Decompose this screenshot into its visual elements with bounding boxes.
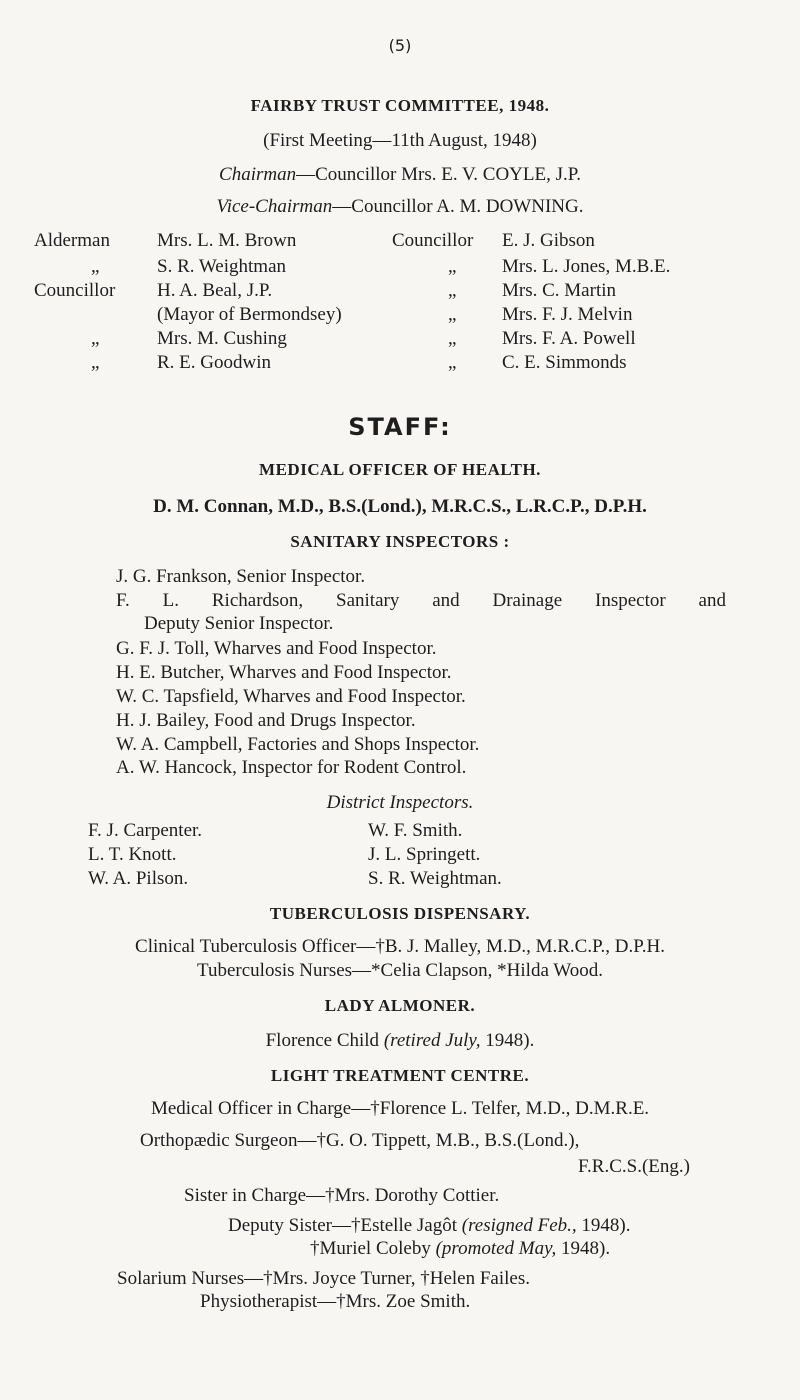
- light-deputy-2: †Muriel Coleby (promoted May, 1948).: [310, 1238, 611, 1259]
- list-item: L. T. Knott.: [88, 844, 177, 865]
- light-ortho: Orthopædic Surgeon—†G. O. Tippett, M.B., B.S.(Lond.),: [140, 1130, 580, 1151]
- list-item: H. E. Butcher, Wharves and Food Inspector.: [116, 662, 452, 683]
- almoner-heading: LADY ALMONER.: [324, 996, 476, 1015]
- light-deputy: Deputy Sister—†Estelle Jagôt (resigned Feb., 1948).: [228, 1215, 631, 1236]
- list-item: W. A. Campbell, Factories and Shops Inspector.: [116, 734, 480, 755]
- first-meeting: (First Meeting—11th August, 1948): [263, 130, 537, 151]
- moh-name: D. M. Connan, M.D., B.S.(Lond.), M.R.C.S., L.R.C.P., D.P.H.: [153, 496, 647, 517]
- light-physio: Physiotherapist—†Mrs. Zoe Smith.: [200, 1291, 471, 1312]
- list-item: W. C. Tapsfield, Wharves and Food Inspector.: [116, 686, 466, 707]
- committee-title: FAIRBY TRUST COMMITTEE, 1948.: [250, 96, 550, 115]
- list-item: Deputy Senior Inspector.: [144, 613, 334, 634]
- light-solarium: Solarium Nurses—†Mrs. Joyce Turner, †Helen Failes.: [117, 1268, 530, 1289]
- tb-nurses: Tuberculosis Nurses—*Celia Clapson, *Hilda Wood.: [197, 960, 603, 981]
- chairman-name: —Councillor Mrs. E. V. COYLE, J.P.: [296, 164, 581, 185]
- list-item: H. J. Bailey, Food and Drugs Inspector.: [116, 710, 416, 731]
- tb-officer-label: Clinical Tuberculosis Officer: [135, 936, 357, 957]
- list-item: W. F. Smith.: [368, 820, 463, 841]
- list-item: F. L. Richardson, Sanitary and Drainage Inspector and: [116, 590, 726, 611]
- tb-heading: TUBERCULOSIS DISPENSARY.: [269, 904, 531, 923]
- vice-chairman-label: Vice-Chairman: [216, 196, 333, 217]
- chairman-line: [0, 164, 800, 187]
- list-item: J. G. Frankson, Senior Inspector.: [116, 566, 366, 587]
- vice-chairman-line: [0, 196, 800, 219]
- light-moic: Medical Officer in Charge—†Florence L. Telfer, M.D., D.M.R.E.: [150, 1098, 650, 1119]
- light-ortho-2: F.R.C.S.(Eng.): [578, 1156, 690, 1177]
- page-number: (5): [388, 36, 412, 55]
- tb-officer-name: —†B. J. Malley, M.D., M.R.C.P., D.P.H.: [356, 936, 665, 957]
- staff-title: STAFF:: [348, 413, 452, 441]
- document-page: (5) FAIRBY TRUST COMMITTEE, 1948. (First Meeting—11th August, 1948) Chairman—Councillor Mrs. E. V. COYLE, J.P. Vice-Chairman—Councillor A. M. DOWNING. Alderman Mrs. L. M. Brown „ S. R. Weightman Councillor H. A. Beal, J.P. (Mayor of Bermondsey) „ Mrs. M. Cushing „ R. E. Goodwin Councillor E. J. Gibson „ Mrs. L. Jones, M.B.E. „ Mrs. C. Martin „ Mrs. F. J. Melvin „ Mrs. F. A. Powell „ C. E. Simmonds STAFF: MEDICAL OFFICER OF HEALTH. D. M. Connan, M.D., B.S.(Lond.), M.R.C.S., L.R.C.P., D.P.H. SANITARY INSPECTORS : J. G. Frankson, Senior Inspector. F. L. Richardson, Sanitary and Drainage Inspector and Deputy Senior Inspector. G. F. J. Toll, Wharves and Food Inspector. H. E. Butcher, Wharves and Food Inspector. W. C. Tapsfield, Wharves and Food Inspector. H. J. Bailey, Food and Drugs Inspector. W. A. Campbell, Factories and Shops Inspector. A. W. Hancock, Inspector for Rodent Control. District Inspectors. F. J. Carpenter. L. T. Knott. W. A. Pilson. W. F. Smith. J. L. Springett. S. R. Weightman. TUBERCULOSIS DISPENSARY. Clinical Tuberculosis Officer—†B. J. Malley, M.D., M.R.C.P., D.P.H. Tuberculosis Nurses—*Celia Clapson, *Hilda Wood. LADY ALMONER. Florence Child (retired July, 1948). LIGHT TREATMENT CENTRE. Medical Officer in Charge—†Florence L. Telfer, M.D., D.M.R.E. Orthopædic Surgeon—†G. O. Tippett, M.B., B.S.(Lond.), F.R.C.S.(Eng.) Sister in Charge—†Mrs. Dorothy Cottier. Deputy Sister—†Estelle Jagôt (resigned Feb., 1948). †Muriel Coleby (promoted May, 1948). Solarium Nurses—†Mrs. Joyce Turner, †Helen Failes. Physiotherapist—†Mrs. Zoe Smith.: [0, 0, 800, 1400]
- moh-heading: MEDICAL OFFICER OF HEALTH.: [259, 460, 541, 479]
- list-item: A. W. Hancock, Inspector for Rodent Control.: [116, 757, 467, 778]
- sanitary-heading: SANITARY INSPECTORS :: [290, 532, 510, 551]
- almoner-line: Florence Child (retired July, 1948).: [265, 1030, 535, 1051]
- tb-officer-line: [0, 936, 800, 959]
- list-item: F. J. Carpenter.: [88, 820, 203, 841]
- chairman-label: Chairman: [219, 164, 297, 185]
- list-item: S. R. Weightman.: [368, 868, 502, 889]
- list-item: W. A. Pilson.: [88, 868, 189, 889]
- light-sister: Sister in Charge—†Mrs. Dorothy Cottier.: [184, 1185, 500, 1206]
- light-heading: LIGHT TREATMENT CENTRE.: [270, 1066, 530, 1085]
- vice-chairman-name: —Councillor A. M. DOWNING.: [332, 196, 584, 217]
- list-item: G. F. J. Toll, Wharves and Food Inspector.: [116, 638, 437, 659]
- district-heading: District Inspectors.: [326, 792, 474, 813]
- list-item: J. L. Springett.: [368, 844, 481, 865]
